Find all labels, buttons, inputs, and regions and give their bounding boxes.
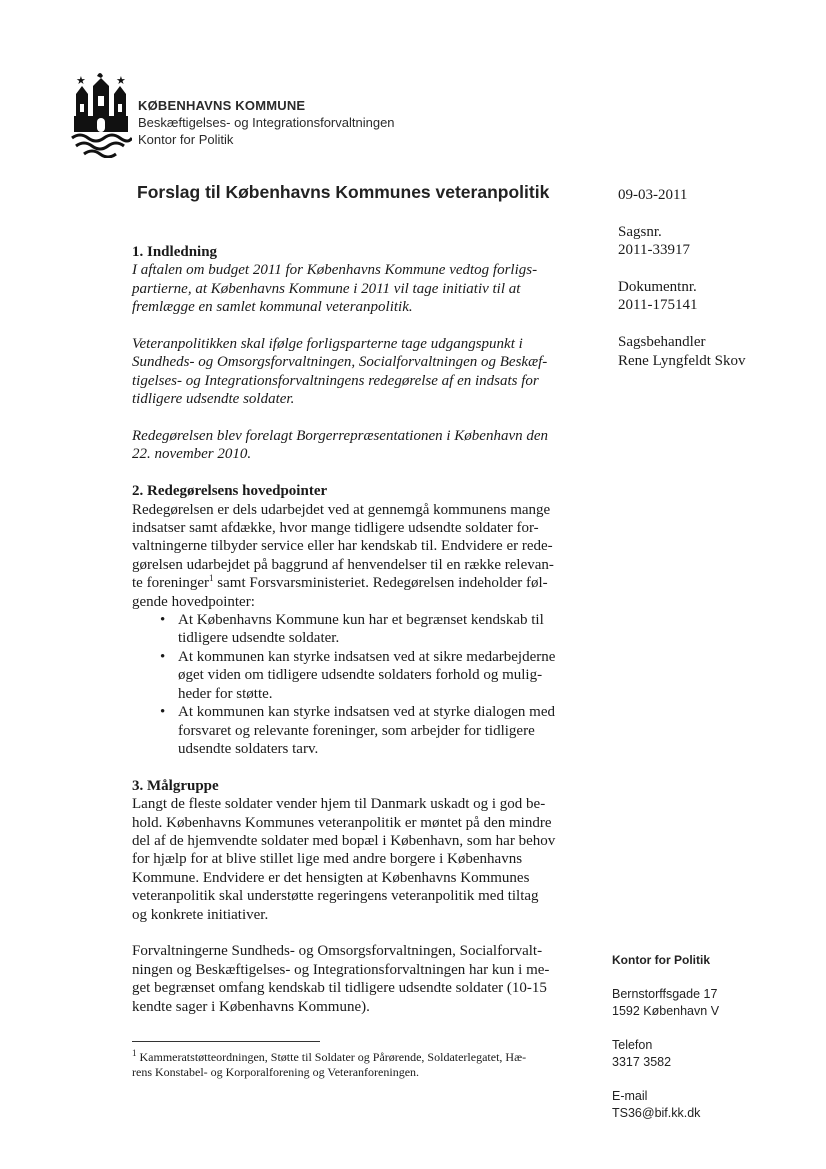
- footnote: [132, 1050, 582, 1080]
- text-line: At Københavns Kommune kun har et begrænset kendskab til: [178, 612, 544, 629]
- bullet-list: [132, 611, 580, 758]
- paragraph: [132, 501, 580, 611]
- text-line: fremlægge en samlet kommunal veteranpolitik.: [132, 299, 413, 316]
- footnote-number: 1: [132, 1048, 137, 1058]
- phone-number: 3317 3582: [612, 1055, 672, 1069]
- footnote-line: rens Konstabel- og Korporalforening og Veteranforeningen.: [132, 1065, 420, 1079]
- contact-postal: 1592 København V: [612, 1004, 720, 1018]
- svg-text:★: ★: [116, 74, 126, 87]
- text-line: tigelses- og Integrationsforvaltningens redegørelse af en indsats for: [132, 372, 539, 389]
- bullet-icon: •: [160, 612, 166, 629]
- case-handler-label: Sagsbehandler: [618, 334, 706, 351]
- paragraph: [132, 261, 580, 316]
- text-line: Veteranpolitikken skal ifølge forligsparterne tage udgangspunkt i: [132, 336, 523, 353]
- org-name: KØBENHAVNS KOMMUNE: [138, 98, 306, 113]
- list-item: [160, 611, 580, 648]
- text-line: Forvaltningerne Sundheds- og Omsorgsforvaltningen, Socialforvalt-: [132, 943, 543, 960]
- text-line: indsatser samt afdække, hvor mange tidligere udsendte soldater for-: [132, 520, 539, 537]
- document-meta: [618, 186, 808, 388]
- text-line: kendte sager i Københavns Kommune).: [132, 998, 370, 1015]
- text-line: ningen og Beskæftigelses- og Integrationsforvaltningen har kun i me-: [132, 961, 550, 978]
- text-line: del af de hjemvendte soldater med bopæl i København, som har behov: [132, 832, 556, 849]
- department-name: Beskæftigelses- og Integrationsforvaltningen: [138, 115, 395, 130]
- text-line: Kommune. Endvidere er det hensigten at Københavns Kommunes: [132, 869, 530, 886]
- paragraph: [132, 942, 580, 1016]
- footnote-divider: [132, 1041, 320, 1042]
- email-label: E-mail: [612, 1089, 648, 1103]
- text-line: tidligere udsendte soldater.: [132, 391, 295, 408]
- text-line: Redegørelsen er dels udarbejdet ved at gennemgå kommunens mange: [132, 501, 551, 518]
- text-line: for hjælp for at blive stillet lige med andre borgere i Københavns: [132, 851, 523, 868]
- text-line: og konkrete initiativer.: [132, 906, 269, 923]
- text-line: Sundheds- og Omsorgsforvaltningen, Socialforvaltningen og Beskæf-: [132, 354, 548, 371]
- text-line: gørelsen udarbejdet på baggrund af henvendelser til en række relevan-: [132, 556, 554, 573]
- copenhagen-coat-of-arms-icon: [70, 70, 132, 158]
- text-line: I aftalen om budget 2011 for Københavns Kommune vedtog forligs-: [132, 262, 538, 279]
- case-number: 2011-33917: [618, 242, 690, 259]
- text-line: At kommunen kan styrke indsatsen ved at sikre medarbejderne: [178, 648, 556, 665]
- text-line: øget viden om tidligere udsendte soldaters forhold og mulig-: [178, 667, 543, 684]
- document-date: 09-03-2011: [618, 187, 688, 203]
- text-line: partierne, at Københavns Kommune i 2011 vil tage initiativ til at: [132, 280, 521, 297]
- text-line: udsendte soldaters tarv.: [178, 740, 319, 757]
- section-heading: 2. Redegørelsens hovedpointer: [132, 483, 328, 500]
- section-heading: 3. Målgruppe: [132, 777, 219, 794]
- contact-heading: Kontor for Politik: [612, 953, 710, 967]
- text-line: forsvaret og relevante foreninger, som arbejder for tidligere: [178, 722, 535, 739]
- text-line: At kommunen kan styrke indsatsen ved at styrke dialogen med: [178, 704, 555, 721]
- document-body: [132, 243, 580, 1016]
- footnote-line: Kammeratstøtteordningen, Støtte til Soldater og Pårørende, Soldaterlegatet, Hæ-: [139, 1050, 527, 1064]
- text-line: tidligere udsendte soldater.: [178, 630, 340, 647]
- list-item: [160, 703, 580, 758]
- paragraph: [132, 335, 580, 409]
- text-line: samt Forsvarsministeriet. Redegørelsen indeholder føl-: [213, 575, 548, 592]
- text-line: gende hovedpointer:: [132, 593, 255, 610]
- text-line: te foreninger: [132, 575, 210, 592]
- list-item: [160, 648, 580, 703]
- section-heading: 1. Indledning: [132, 244, 218, 260]
- footnote-ref: 1: [209, 573, 214, 584]
- text-line: valtningerne tilbyder service eller har kendskab til. Endvidere er rede-: [132, 538, 553, 555]
- bullet-icon: •: [160, 704, 166, 721]
- phone-label: Telefon: [612, 1038, 653, 1052]
- paragraph: [132, 427, 580, 464]
- text-line: get begrænset omfang kendskab til tidligere udsendte soldater (10-15: [132, 980, 547, 997]
- text-line: veteranpolitik skal understøtte regeringens veteranpolitik med tiltag: [132, 888, 539, 905]
- organization-header: [138, 98, 395, 148]
- contact-street: Bernstorffsgade 17: [612, 987, 718, 1001]
- office-name: Kontor for Politik: [138, 132, 234, 147]
- bullet-icon: •: [160, 648, 166, 665]
- text-line: heder for støtte.: [178, 685, 273, 702]
- contact-info: [612, 952, 802, 1139]
- text-line: hold. Københavns Kommunes veteranpolitik er møntet på den mindre: [132, 814, 552, 831]
- text-line: Redegørelsen blev forelagt Borgerrepræsentationen i København den: [132, 428, 549, 445]
- case-number-label: Sagsnr.: [618, 223, 662, 240]
- email-address[interactable]: TS36@bif.kk.dk: [612, 1106, 701, 1120]
- svg-text:★: ★: [76, 74, 86, 87]
- case-handler-name: Rene Lyngfeldt Skov: [618, 352, 746, 369]
- document-number: 2011-175141: [618, 297, 698, 314]
- document-title: Forslag til Københavns Kommunes veteranpolitik: [137, 182, 550, 202]
- paragraph: [132, 795, 580, 924]
- text-line: 22. november 2010.: [132, 446, 252, 463]
- text-line: Langt de fleste soldater vender hjem til Danmark uskadt og i god be-: [132, 796, 546, 813]
- document-number-label: Dokumentnr.: [618, 279, 697, 295]
